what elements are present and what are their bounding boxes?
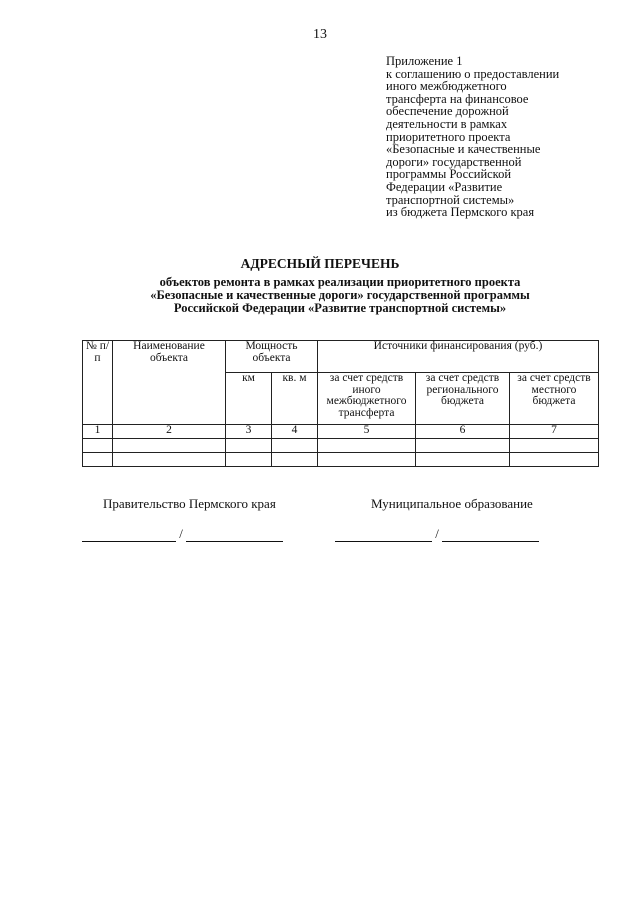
column-number: 4 [272,425,318,439]
header-row-number: № п/п [83,341,113,425]
signature-label-government: Правительство Пермского края [103,496,276,511]
signature-line-municipality [335,526,539,542]
appendix-line: транспортной системы» [386,192,515,207]
page-number: 13 [313,27,327,42]
header-capacity: Мощность объекта [226,341,318,373]
appendix-line: обеспечение дорожной [386,104,509,119]
subtitle-line: объектов ремонта в рамках реализации приоритетного проекта [159,275,521,289]
appendix-line: «Безопасные и качественные [386,142,541,157]
table-row [83,453,599,467]
header-regional-budget: за счет средств регионального бюджета [416,373,510,425]
name-blank [186,528,283,542]
appendix-line: из бюджета Пермского края [386,205,535,220]
signature-blank [335,528,432,542]
appendix-line: Приложение 1 [386,54,463,68]
signature-separator: / [179,526,183,541]
appendix-line: приоритетного проекта [386,129,511,144]
name-blank [442,528,539,542]
signature-line-government [82,526,283,542]
header-object-name: Наименование объекта [113,341,226,425]
header-km: км [226,373,272,425]
appendix-line: Федерации «Развитие [386,179,503,194]
appendix-line: к соглашению о предоставлении [386,66,560,81]
column-number: 6 [416,425,510,439]
signature-label-municipality: Муниципальное образование [371,496,533,511]
address-list-table [82,340,599,467]
header-sqm: кв. м [272,373,318,425]
appendix-line: деятельности в рамках [386,116,508,131]
column-number: 7 [510,425,599,439]
subtitle-line: Российской Федерации «Развитие транспортной системы» [173,301,507,315]
column-number: 2 [113,425,226,439]
table-row [83,439,599,453]
document-title: АДРЕСНЫЙ ПЕРЕЧЕНЬ [240,256,400,271]
header-local-budget: за счет средств местного бюджета [510,373,599,425]
appendix-line: программы Российской [386,167,512,182]
column-number: 5 [318,425,416,439]
column-number: 3 [226,425,272,439]
subtitle-line: «Безопасные и качественные дороги» государственной программы [150,288,530,302]
appendix-note [386,55,616,219]
signature-separator: / [435,526,439,541]
header-interbudget-transfer: за счет средств иного межбюджетного трансферта [318,373,416,425]
appendix-line: иного межбюджетного [386,79,507,94]
header-funding-sources: Источники финансирования (руб.) [318,341,599,373]
signature-blank [82,528,176,542]
column-number: 1 [83,425,113,439]
appendix-line: дороги» государственной [386,154,522,169]
document-subtitle [0,276,640,315]
appendix-line: трансферта на финансовое [386,91,529,106]
